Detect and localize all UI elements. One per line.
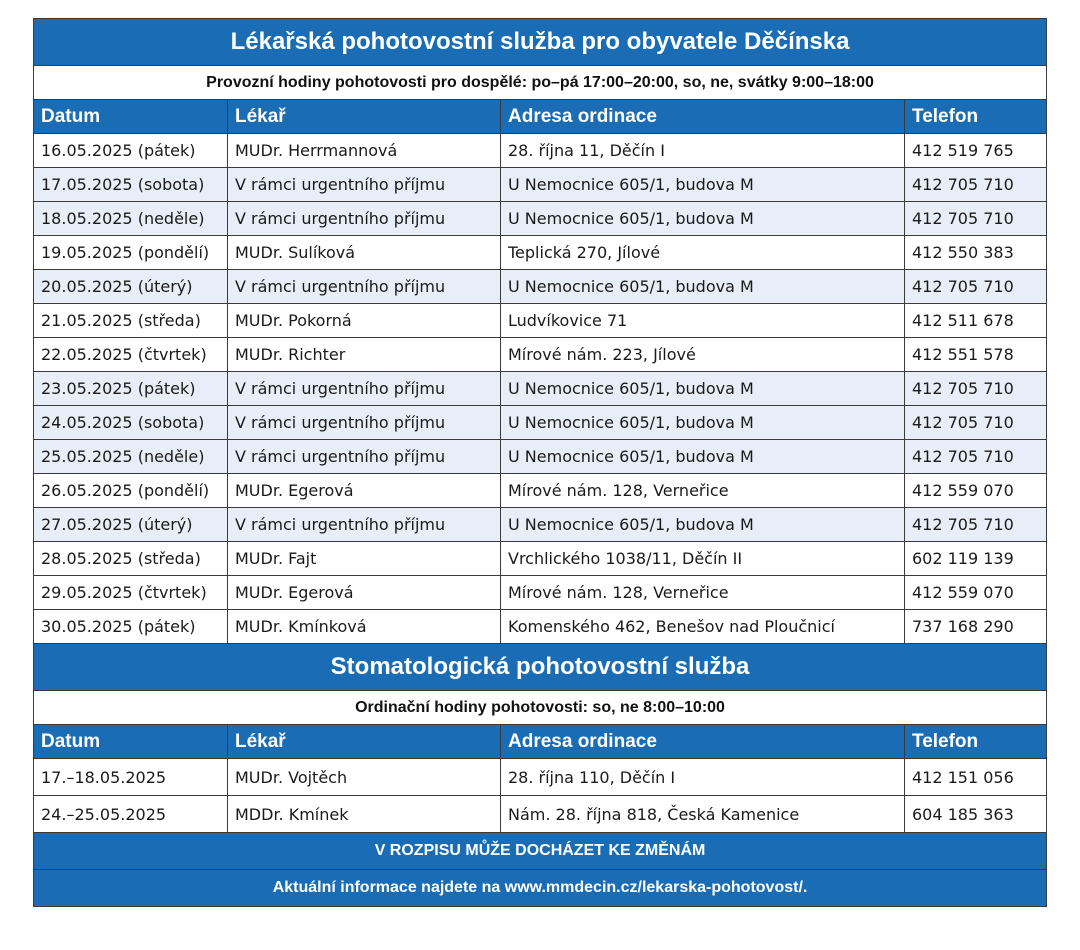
row-phone: 412 705 710 [905, 270, 1047, 304]
table-row [34, 202, 1047, 236]
row-phone: 412 151 056 [905, 759, 1047, 796]
table-row [34, 372, 1047, 406]
row-doctor: V rámci urgentního příjmu [228, 202, 501, 236]
row-date: 19.05.2025 (pondělí) [34, 236, 228, 270]
row-date: 25.05.2025 (neděle) [34, 440, 228, 474]
schedule-sheet [33, 18, 1046, 907]
row-address: U Nemocnice 605/1, budova M [501, 168, 905, 202]
row-doctor: MDDr. Kmínek [228, 796, 501, 833]
changes-notice: V ROZPISU MŮŽE DOCHÁZET KE ZMĚNÁM [34, 833, 1047, 870]
row-doctor: V rámci urgentního příjmu [228, 508, 501, 542]
col-header-doctor: Lékař [228, 725, 501, 759]
col-header-doctor: Lékař [228, 100, 501, 134]
row-address: U Nemocnice 605/1, budova M [501, 406, 905, 440]
row-doctor: MUDr. Herrmannová [228, 134, 501, 168]
doctor-service-hours: Provozní hodiny pohotovosti pro dospělé: po–pá 17:00–20:00, so, ne, svátky 9:00–18:00 [34, 66, 1047, 100]
row-phone: 737 168 290 [905, 610, 1047, 644]
dental-service-hours: Ordinační hodiny pohotovosti: so, ne 8:00–10:00 [34, 691, 1047, 725]
col-header-phone: Telefon [905, 100, 1047, 134]
row-phone: 412 559 070 [905, 576, 1047, 610]
row-doctor: MUDr. Pokorná [228, 304, 501, 338]
row-date: 24.–25.05.2025 [34, 796, 228, 833]
row-address: Mírové nám. 128, Verneřice [501, 576, 905, 610]
col-header-date: Datum [34, 100, 228, 134]
row-date: 29.05.2025 (čtvrtek) [34, 576, 228, 610]
row-address: Nám. 28. října 818, Česká Kamenice [501, 796, 905, 833]
row-date: 26.05.2025 (pondělí) [34, 474, 228, 508]
row-phone: 412 551 578 [905, 338, 1047, 372]
row-doctor: MUDr. Fajt [228, 542, 501, 576]
table-row [34, 270, 1047, 304]
row-address: Mírové nám. 223, Jílové [501, 338, 905, 372]
row-date: 24.05.2025 (sobota) [34, 406, 228, 440]
table-row [34, 440, 1047, 474]
row-doctor: MUDr. Richter [228, 338, 501, 372]
row-phone: 602 119 139 [905, 542, 1047, 576]
row-phone: 412 705 710 [905, 202, 1047, 236]
row-doctor: V rámci urgentního příjmu [228, 406, 501, 440]
row-date: 17.–18.05.2025 [34, 759, 228, 796]
row-date: 23.05.2025 (pátek) [34, 372, 228, 406]
row-date: 30.05.2025 (pátek) [34, 610, 228, 644]
table-row [34, 304, 1047, 338]
row-address: Mírové nám. 128, Verneřice [501, 474, 905, 508]
doctor-column-headers [34, 100, 1047, 134]
row-doctor: V rámci urgentního příjmu [228, 168, 501, 202]
row-address: 28. října 11, Děčín I [501, 134, 905, 168]
row-date: 17.05.2025 (sobota) [34, 168, 228, 202]
row-phone: 412 550 383 [905, 236, 1047, 270]
col-header-phone: Telefon [905, 725, 1047, 759]
table-row [34, 406, 1047, 440]
schedule-table [33, 18, 1047, 907]
row-address: Teplická 270, Jílové [501, 236, 905, 270]
row-phone: 412 705 710 [905, 508, 1047, 542]
row-date: 21.05.2025 (středa) [34, 304, 228, 338]
row-phone: 412 705 710 [905, 406, 1047, 440]
row-date: 20.05.2025 (úterý) [34, 270, 228, 304]
table-row [34, 759, 1047, 796]
col-header-address: Adresa ordinace [501, 725, 905, 759]
row-date: 28.05.2025 (středa) [34, 542, 228, 576]
table-row [34, 610, 1047, 644]
dental-column-headers [34, 725, 1047, 759]
doctor-service-title: Lékařská pohotovostní služba pro obyvatele Děčínska [34, 19, 1047, 66]
table-row [34, 508, 1047, 542]
table-row [34, 796, 1047, 833]
row-address: U Nemocnice 605/1, budova M [501, 202, 905, 236]
dental-service-title: Stomatologická pohotovostní služba [34, 644, 1047, 691]
row-date: 27.05.2025 (úterý) [34, 508, 228, 542]
row-doctor: V rámci urgentního příjmu [228, 440, 501, 474]
info-notice: Aktuální informace najdete na www.mmdecin.cz/lekarska-pohotovost/. [34, 870, 1047, 907]
row-doctor: MUDr. Egerová [228, 576, 501, 610]
table-row [34, 474, 1047, 508]
row-phone: 412 705 710 [905, 372, 1047, 406]
row-phone: 412 511 678 [905, 304, 1047, 338]
row-doctor: MUDr. Kmínková [228, 610, 501, 644]
row-phone: 412 705 710 [905, 168, 1047, 202]
row-address: U Nemocnice 605/1, budova M [501, 372, 905, 406]
row-address: Vrchlického 1038/11, Děčín II [501, 542, 905, 576]
col-header-address: Adresa ordinace [501, 100, 905, 134]
row-phone: 412 705 710 [905, 440, 1047, 474]
table-row [34, 134, 1047, 168]
row-address: U Nemocnice 605/1, budova M [501, 270, 905, 304]
table-row [34, 236, 1047, 270]
col-header-date: Datum [34, 725, 228, 759]
row-doctor: MUDr. Sulíková [228, 236, 501, 270]
row-doctor: MUDr. Egerová [228, 474, 501, 508]
table-row [34, 576, 1047, 610]
table-row [34, 168, 1047, 202]
row-phone: 412 519 765 [905, 134, 1047, 168]
row-doctor: V rámci urgentního příjmu [228, 270, 501, 304]
row-address: Komenského 462, Benešov nad Ploučnicí [501, 610, 905, 644]
table-row [34, 338, 1047, 372]
row-doctor: MUDr. Vojtěch [228, 759, 501, 796]
row-date: 18.05.2025 (neděle) [34, 202, 228, 236]
row-date: 16.05.2025 (pátek) [34, 134, 228, 168]
row-address: 28. října 110, Děčín I [501, 759, 905, 796]
row-date: 22.05.2025 (čtvrtek) [34, 338, 228, 372]
row-phone: 604 185 363 [905, 796, 1047, 833]
row-address: Ludvíkovice 71 [501, 304, 905, 338]
table-row [34, 542, 1047, 576]
row-phone: 412 559 070 [905, 474, 1047, 508]
row-doctor: V rámci urgentního příjmu [228, 372, 501, 406]
row-address: U Nemocnice 605/1, budova M [501, 508, 905, 542]
row-address: U Nemocnice 605/1, budova M [501, 440, 905, 474]
